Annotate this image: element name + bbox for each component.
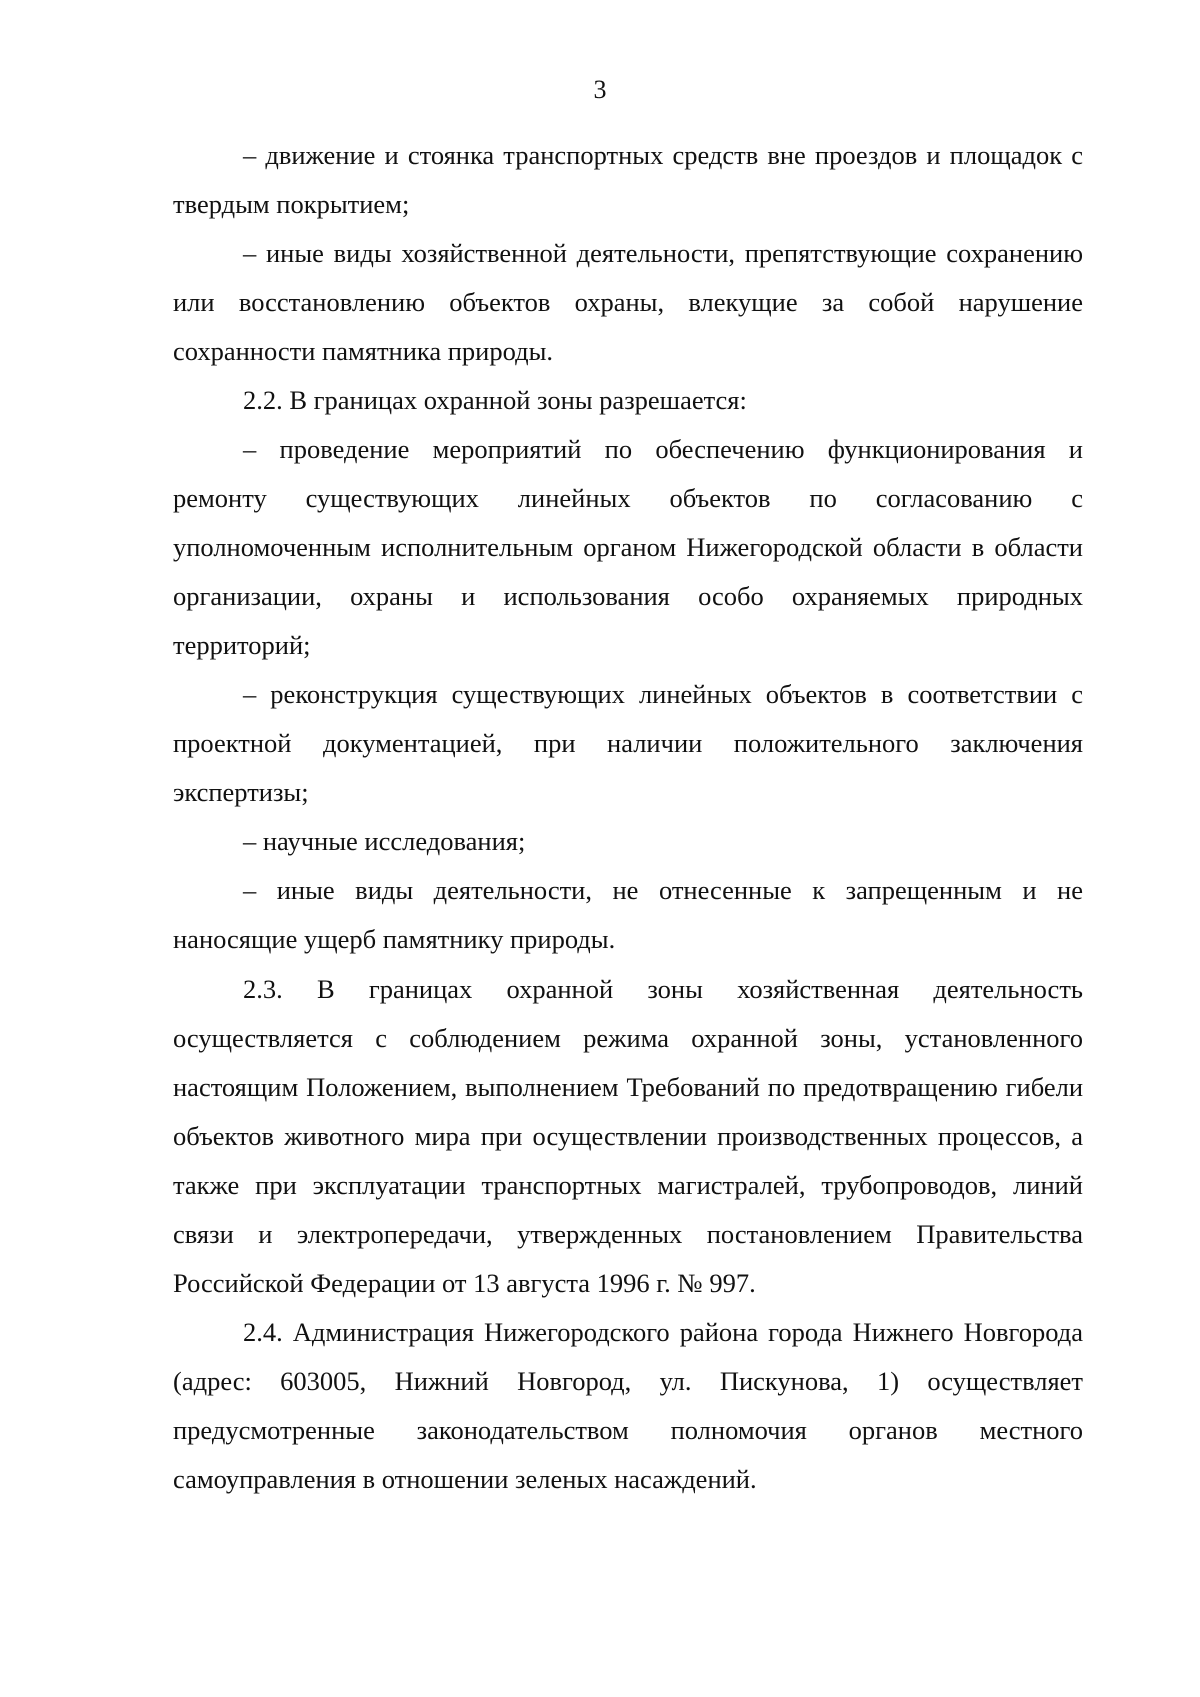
section-heading-2-2: 2.2. В границах охранной зоны разрешается: (243, 385, 747, 415)
list-item-other-activities: – иные виды деятельности, не отнесенные к запрещенным и не наносящие ущерб памятнику природы. (173, 875, 1083, 954)
list-item-scientific-research: – научные исследования; (243, 826, 526, 856)
section-2-4: 2.4. Администрация Нижегородского района города Нижнего Новгорода (адрес: 603005, Нижний Новгород, ул. Пискунова, 1) осуществляет предусмотренные законодательством полномочия органов местного самоуправления в отношении зеленых насаждений. (173, 1317, 1083, 1494)
section-2-3: 2.3. В границах охранной зоны хозяйственная деятельность осуществляется с соблюдением режима охранной зоны, установленного настоящим Положением, выполнением Требований по предотвращению гибели объектов животного мира при осуществлении производственных процессов, а также при эксплуатации транспортных магистралей, трубопроводов, линий связи и электропередачи, утвержденных постановлением Правительства Российской Федерации от 13 августа 1996 г. № 997. (173, 974, 1083, 1298)
list-item-vehicle-movement: – движение и стоянка транспортных средств вне проездов и площадок с твердым покрытием; (173, 140, 1083, 219)
list-item-linear-objects-maintenance: – проведение мероприятий по обеспечению функционирования и ремонту существующих линейных объектов по согласованию с уполномоченным исполнительным органом Нижегородской области в области организации, охраны и использования особо охраняемых природных территорий; (173, 434, 1083, 660)
page-number: 3 (593, 75, 607, 104)
document-body-upper (173, 131, 1083, 964)
list-item-reconstruction: – реконструкция существующих линейных объектов в соответствии с проектной документацией, при наличии положительного заключения экспертизы; (173, 679, 1083, 807)
list-item-other-economic-activity: – иные виды хозяйственной деятельности, препятствующие сохранению или восстановлению объектов охраны, влекущие за собой нарушение сохранности памятника природы. (173, 238, 1083, 366)
document-body-lower (173, 965, 1083, 1504)
